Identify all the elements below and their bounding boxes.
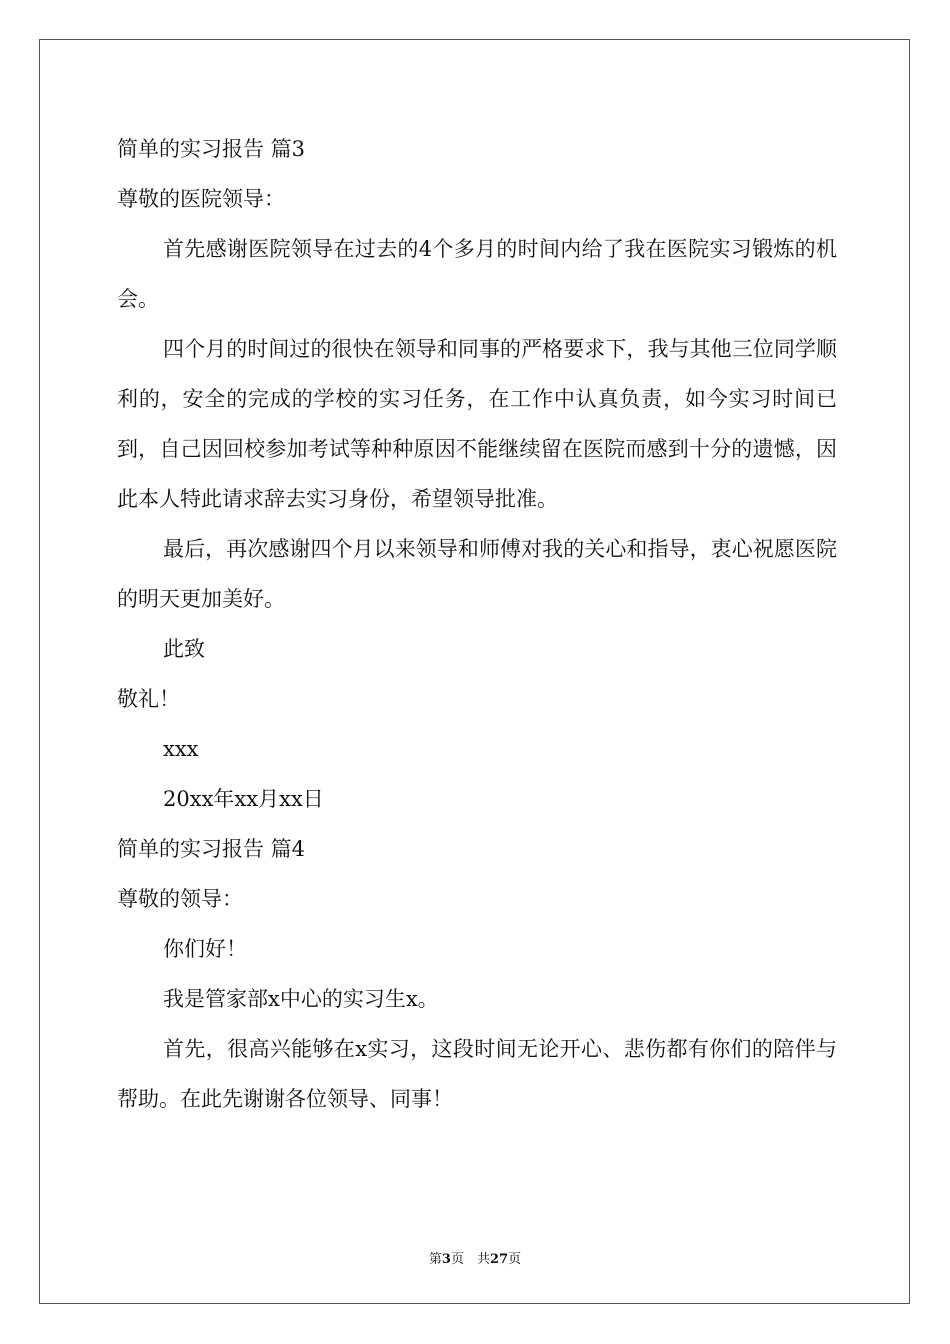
footer-middle: 页 共	[450, 1252, 490, 1267]
paragraph: 最后，再次感谢四个月以来领导和师傅对我的关心和指导，衷心祝愿医院的明天更加美好。	[117, 537, 837, 611]
current-page-number: 3	[441, 1252, 451, 1267]
greeting: 你们好！	[163, 937, 247, 961]
salutation: 尊敬的领导：	[117, 887, 243, 911]
salutation: 尊敬的医院领导：	[117, 187, 285, 211]
section-title: 简单的实习报告 篇3	[117, 137, 306, 161]
footer-suffix: 页	[508, 1252, 522, 1267]
paragraph: 首先，很高兴能够在x实习，这段时间无论开心、悲伤都有你们的陪伴与帮助。在此先谢谢各位领导、同事！	[117, 1037, 837, 1111]
signature-date: 20xx年xx月xx日	[163, 787, 324, 811]
closing-phrase: 此致	[163, 637, 205, 661]
signature-name: xxx	[163, 737, 199, 761]
page-footer	[0, 1248, 950, 1267]
paragraph: 四个月的时间过的很快在领导和同事的严格要求下，我与其他三位同学顺利的，安全的完成的学校的实习任务，在工作中认真负责，如今实习时间已到，自己因回校参加考试等种种原因不能继续留在医院而感到十分的遗憾，因此本人特此请求辞去实习身份，希望领导批准。	[117, 337, 837, 511]
document-body	[117, 124, 837, 1124]
paragraph: 我是管家部x中心的实习生x。	[163, 987, 439, 1011]
total-pages-number: 27	[489, 1252, 509, 1267]
section-title: 简单的实习报告 篇4	[117, 837, 306, 861]
footer-prefix: 第	[428, 1252, 442, 1267]
closing-regards: 敬礼！	[117, 687, 180, 711]
paragraph: 首先感谢医院领导在过去的4个多月的时间内给了我在医院实习锻炼的机会。	[117, 237, 837, 311]
